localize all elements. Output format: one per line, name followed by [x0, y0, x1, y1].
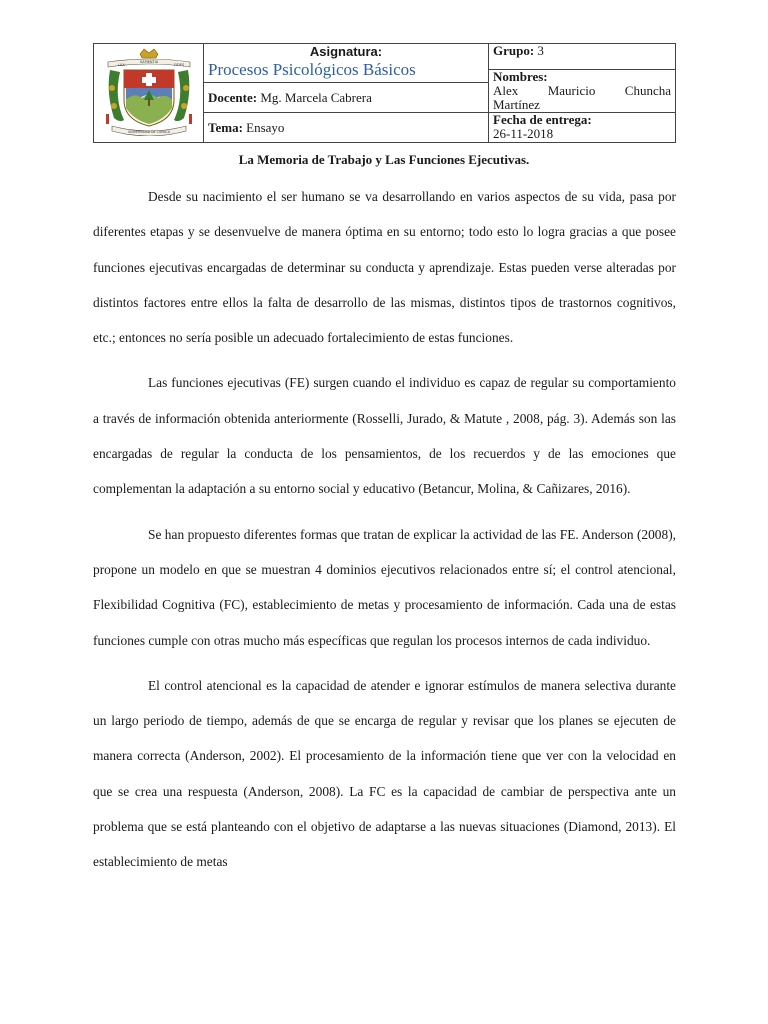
logo-banner-right: FIDES: [173, 62, 184, 67]
university-logo: [94, 44, 204, 143]
logo-banner-center: SAPIENTIA: [139, 59, 158, 64]
tema-value: Ensayo: [246, 119, 285, 135]
fecha-value: 26-11-2018: [493, 126, 554, 141]
docente-label: Docente:: [208, 89, 258, 105]
asignatura-label: Asignatura:: [309, 44, 383, 59]
tema-cell: [204, 113, 489, 143]
nombres-cell: [489, 70, 676, 113]
grupo-value: 3: [537, 43, 544, 58]
header-table: [93, 43, 676, 143]
document-body: [93, 179, 676, 890]
grupo-label: Grupo:: [493, 43, 535, 58]
logo-bottom-banner: UNIVERSIDAD DE CUENCA: [127, 129, 170, 134]
tema-label: Tema:: [208, 119, 243, 135]
paragraph: Desde su nacimiento el ser humano se va desarrollando en varios aspectos de su vida, pasa por diferentes etapas y se desenvuelve de manera óptima en su entorno; todo esto lo logra gracias a que posee funciones ejecutivas encargadas de determinar su conducta y aprendizaje. Estas pueden verse alteradas por distintos factores entre ellos la falta de desarrollo de las mismas, distintos tipos de trastornos cognitivos, etc.; entonces no sería posible un adecuado fortalecimiento de estas funciones.: [93, 189, 676, 346]
logo-banner-left: LUX: [117, 62, 125, 67]
nombres-value-line1: Alex Mauricio Chuncha: [493, 83, 671, 98]
nombres-value-line2: Martínez: [493, 97, 540, 112]
materia-name: Procesos Psicológicos Básicos: [208, 60, 416, 79]
paragraph: Se han propuesto diferentes formas que tratan de explicar la actividad de las FE. Anderson (2008), propone un modelo en que se muestran 4 dominios ejecutivos relacionados entre sí; el control atencional, Flexibilidad Cognitiva (FC), establecimiento de metas y procesamiento de información. Cada una de estas funciones cumple con otras mucho más específicas que regulan los procesos internos de cada individuo.: [93, 526, 676, 648]
asignatura-cell: [204, 44, 489, 83]
fecha-label: Fecha de entrega:: [493, 112, 592, 127]
paragraph: Las funciones ejecutivas (FE) surgen cuando el individuo es capaz de regular su comportamiento a través de información obtenida anteriormente (Rosselli, Jurado, & Matute , 2008, pág. 3). Además son las encargadas de regular la conducta de los pensamientos, de los recuerdos y de las emociones que complementan la adaptación a su entorno social y educativo (Betancur, Molina, & Cañizares, 2016).: [93, 375, 676, 497]
docente-cell: [204, 83, 489, 113]
university-crest-icon: [104, 48, 194, 136]
grupo-cell: [489, 44, 676, 70]
fecha-cell: [489, 113, 676, 143]
docente-value: Mg. Marcela Cabrera: [260, 89, 372, 105]
nombres-label: Nombres:: [493, 69, 548, 84]
paragraph: El control atencional es la capacidad de atender e ignorar estímulos de manera selectiva durante un largo periodo de tiempo, además de que se encarga de regular y revisar que los planes se ejecuten de manera correcta (Anderson, 2002). El procesamiento de la información tiene que ver con la velocidad en que se crea una respuesta (Anderson, 2008). La FC es la capacidad de cambiar de perspectiva ante un problema que se está planteando con el objetivo de adaptarse a las nuevas situaciones (Diamond, 2013). El establecimiento de metas: [93, 677, 676, 870]
document-title: La Memoria de Trabajo y Las Funciones Ejecutivas.: [238, 152, 530, 167]
